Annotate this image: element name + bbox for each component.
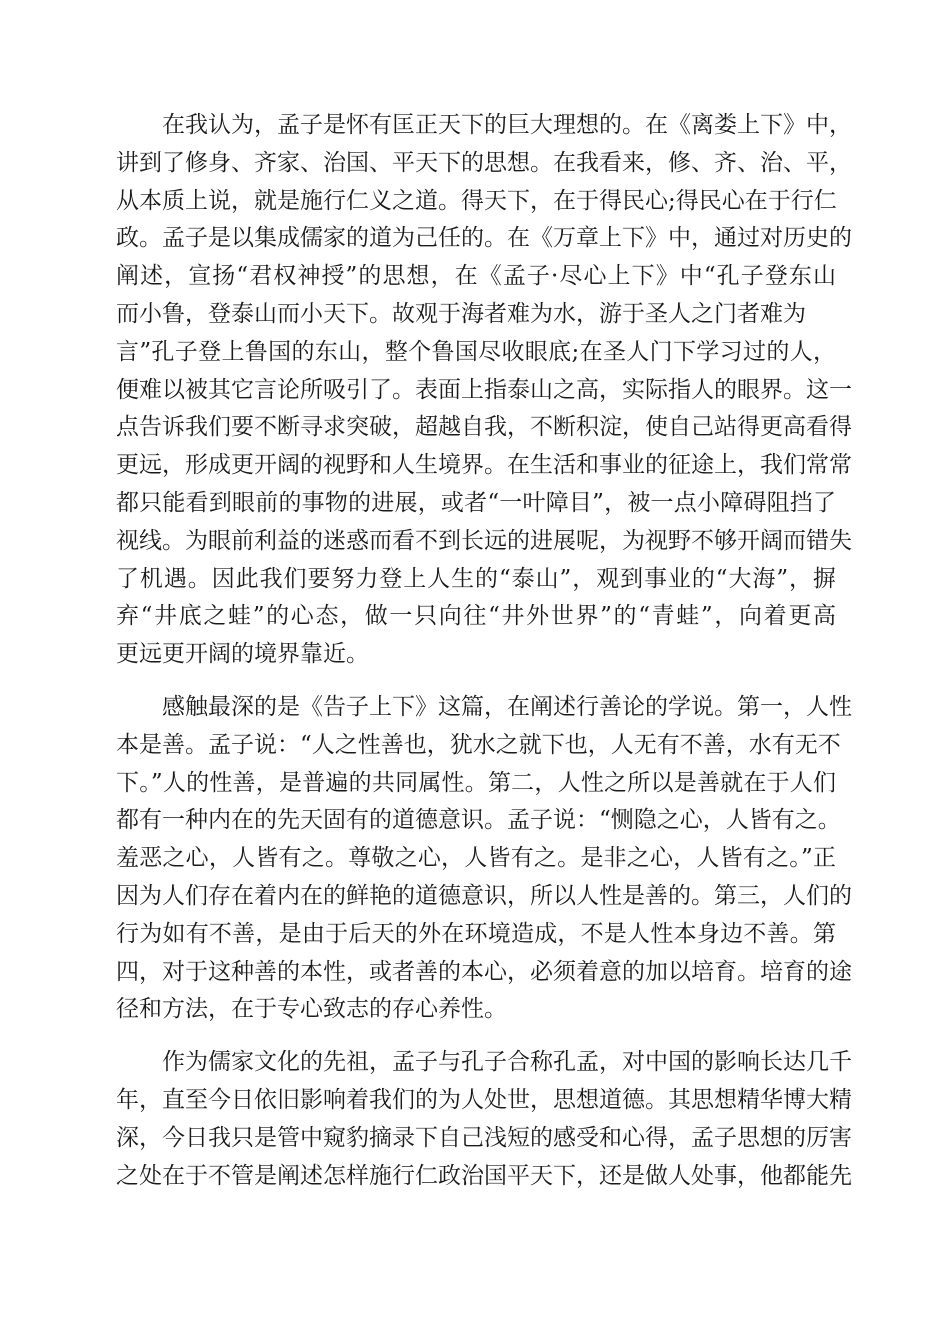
text-line: 因为人们存在着内在的鲜艳的道德意识，所以人性是善的。第三，人们的 xyxy=(116,882,852,909)
paragraph-3 xyxy=(116,1044,852,1195)
text-line: 都有一种内在的先天固有的道德意识。孟子说：“恻隐之心，人皆有之。 xyxy=(116,807,841,834)
document-page xyxy=(116,107,852,1195)
text-line: 都只能看到眼前的事物的进展，或者“一叶障目”，被一点小障碍阻挡了 xyxy=(116,489,836,516)
text-line: 下。”人的性善，是普遍的共同属性。第二，人性之所以是善就在于人们 xyxy=(116,769,836,796)
text-line: 了机遇。因此我们要努力登上人生的“泰山”，观到事业的“大海”，摒 xyxy=(116,565,836,592)
text-line: 视线。为眼前利益的迷惑而看不到长远的进展呢，为视野不够开阔而错失 xyxy=(116,527,852,554)
text-line: 从本质上说，就是施行仁义之道。得天下，在于得民心;得民心在于行仁 xyxy=(116,187,837,214)
text-line: 深，今日我只是管中窥豹摘录下自己浅短的感受和心得，孟子思想的厉害 xyxy=(116,1124,852,1151)
text-line: 更远，形成更开阔的视野和人生境界。在生活和事业的征途上，我们常常 xyxy=(116,452,852,479)
text-line: 四，对于这种善的本性，或者善的本心，必须着意的加以培育。培育的途 xyxy=(116,958,852,985)
text-line: 讲到了修身、齐家、治国、平天下的思想。在我看来，修、齐、治、平， xyxy=(116,149,852,176)
paragraph-spacer xyxy=(116,1029,836,1044)
text-line: 年，直至今日依旧影响着我们的为人处世，思想道德。其思想精华博大精 xyxy=(116,1086,852,1113)
paragraph-1 xyxy=(116,107,852,674)
text-line: 行为如有不善，是由于后天的外在环境造成，不是人性本身边不善。第 xyxy=(116,920,836,947)
text-line: 径和方法，在于专心致志的存心养性。 xyxy=(116,996,507,1023)
text-line: 弃“井底之蛙”的心态，做一只向往“井外世界”的“青蛙”，向着更高 xyxy=(116,603,836,630)
text-line: 之处在于不管是阐述怎样施行仁政治国平天下，还是做人处事，他都能先 xyxy=(116,1162,852,1189)
text-line: 在我认为，孟子是怀有匡正天下的巨大理想的。在《离娄上下》中， xyxy=(162,112,852,138)
text-line: 便难以被其它言论所吸引了。表面上指泰山之高，实际指人的眼界。这一 xyxy=(116,376,852,403)
text-line: 言”孔子登上鲁国的东山，整个鲁国尽收眼底;在圣人门下学习过的人， xyxy=(116,338,836,365)
paragraph-2 xyxy=(116,689,852,1029)
text-line: 点告诉我们要不断寻求突破，超越自我，不断积淀，使自己站得更高看得 xyxy=(116,414,852,441)
text-line: 作为儒家文化的先祖，孟子与孔子合称孔孟，对中国的影响长达几千 xyxy=(162,1049,852,1076)
text-line: 更远更开阔的境界靠近。 xyxy=(116,641,369,668)
text-line: 阐述，宣扬“君权神授”的思想，在《孟子·尽心上下》中“孔子登东山 xyxy=(116,263,836,290)
text-line: 政。孟子是以集成儒家的道为己任的。在《万章上下》中，通过对历史的 xyxy=(116,225,852,252)
text-line: 本是善。孟子说：“人之性善也，犹水之就下也，人无有不善，水有无不 xyxy=(116,731,841,758)
text-line: 感触最深的是《告子上下》这篇，在阐述行善论的学说。第一，人性 xyxy=(162,693,852,720)
text-line: 而小鲁，登泰山而小天下。故观于海者难为水，游于圣人之门者难为 xyxy=(116,300,806,327)
text-line: 羞恶之心，人皆有之。尊敬之心，人皆有之。是非之心，人皆有之。”正 xyxy=(116,845,836,872)
paragraph-spacer xyxy=(116,674,836,689)
